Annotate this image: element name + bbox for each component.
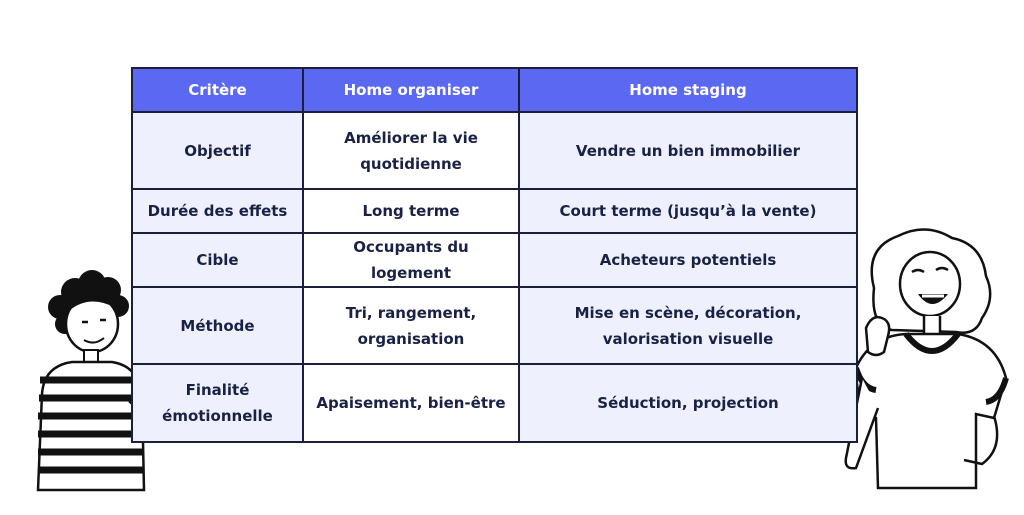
- criterion-cell: Finalité émotionnelle: [132, 364, 303, 442]
- table-row: [132, 233, 857, 287]
- staging-cell: Séduction, projection: [519, 364, 857, 442]
- comparison-table: [131, 67, 858, 443]
- staging-cell: Court terme (jusqu’à la vente): [519, 189, 857, 233]
- organiser-cell: Tri, rangement, organisation: [303, 287, 519, 364]
- staging-cell: Acheteurs potentiels: [519, 233, 857, 287]
- criterion-cell: Méthode: [132, 287, 303, 364]
- table-row: [132, 189, 857, 233]
- criterion-cell: Cible: [132, 233, 303, 287]
- organiser-cell: Long terme: [303, 189, 519, 233]
- organiser-cell: Apaisement, bien-être: [303, 364, 519, 442]
- header-home-staging: Home staging: [519, 68, 857, 112]
- criterion-cell: Objectif: [132, 112, 303, 189]
- table-header-row: [132, 68, 857, 112]
- table-row: [132, 287, 857, 364]
- criterion-cell: Durée des effets: [132, 189, 303, 233]
- staging-cell: Vendre un bien immobilier: [519, 112, 857, 189]
- organiser-cell: Améliorer la vie quotidienne: [303, 112, 519, 189]
- organiser-cell: Occupants du logement: [303, 233, 519, 287]
- table-row: [132, 364, 857, 442]
- table-row: [132, 112, 857, 189]
- header-home-organiser: Home organiser: [303, 68, 519, 112]
- header-critere: Critère: [132, 68, 303, 112]
- staging-cell: Mise en scène, décoration, valorisation visuelle: [519, 287, 857, 364]
